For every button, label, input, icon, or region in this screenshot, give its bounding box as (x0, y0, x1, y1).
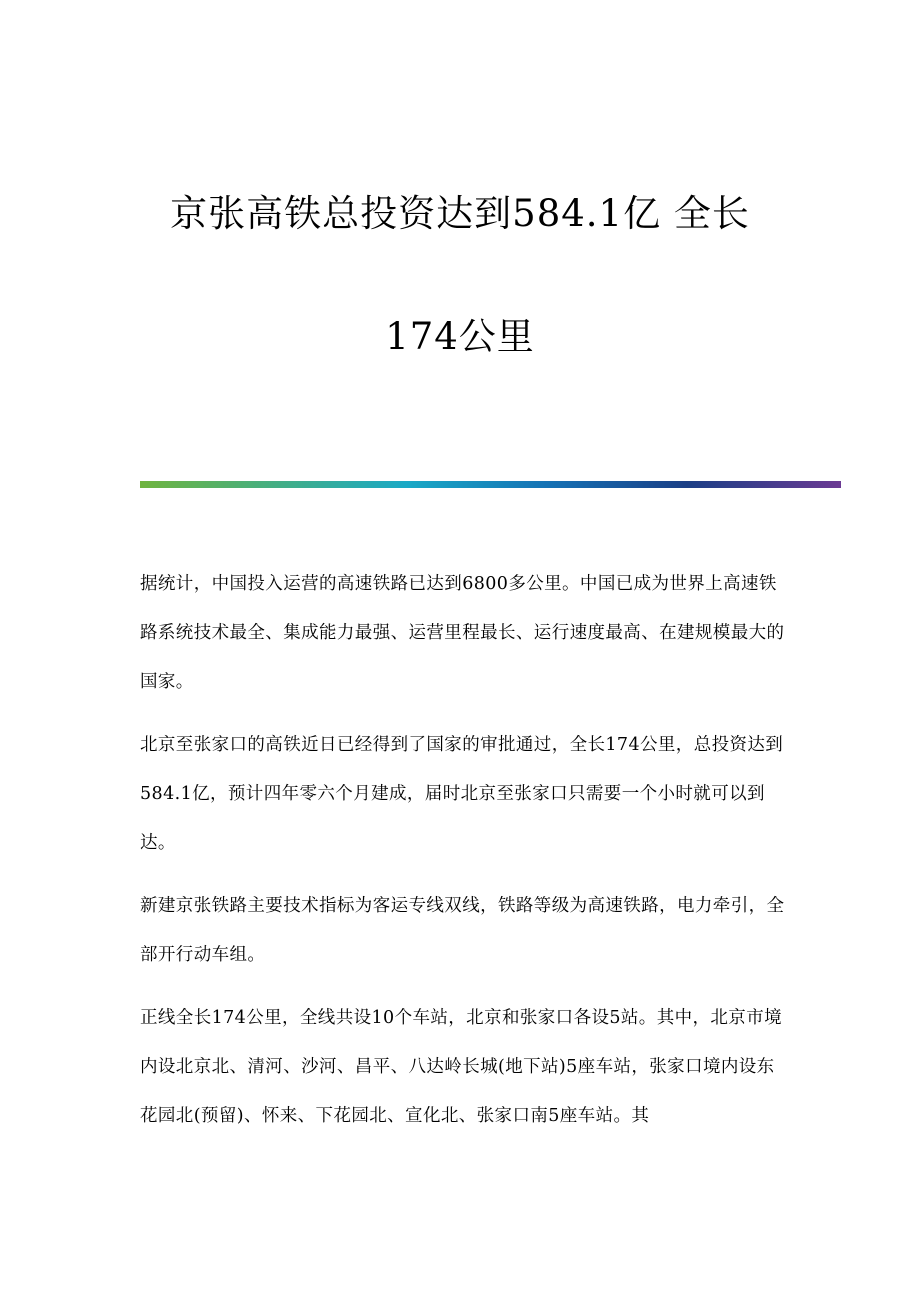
document-title-line-2: 174公里 (385, 315, 535, 358)
gradient-divider (140, 481, 841, 488)
article-body (140, 560, 785, 1155)
paragraph-statistics: 据统计，中国投入运营的高速铁路已达到6800多公里。中国已成为世界上高速铁路系统技术最全、集成能力最强、运营里程最长、运行速度最高、在建规模最大的国家。 (140, 574, 785, 692)
paragraph-stations: 正线全长174公里，全线共设10个车站，北京和张家口各设5站。其中，北京市境内设北京北、清河、沙河、昌平、八达岭长城(地下站)5座车站，张家口境内设东花园北(预留)、怀来、下花园北、宣化北、张家口南5座车站。其 (140, 1008, 783, 1126)
paragraph-technical-specs: 新建京张铁路主要技术指标为客运专线双线，铁路等级为高速铁路，电力牵引，全部开行动车组。 (140, 896, 785, 965)
paragraph-approval: 北京至张家口的高铁近日已经得到了国家的审批通过，全长174公里，总投资达到584.1亿，预计四年零六个月建成，届时北京至张家口只需要一个小时就可以到达。 (140, 735, 784, 853)
document-title-line-1: 京张高铁总投资达到584.1亿 全长 (170, 192, 750, 235)
